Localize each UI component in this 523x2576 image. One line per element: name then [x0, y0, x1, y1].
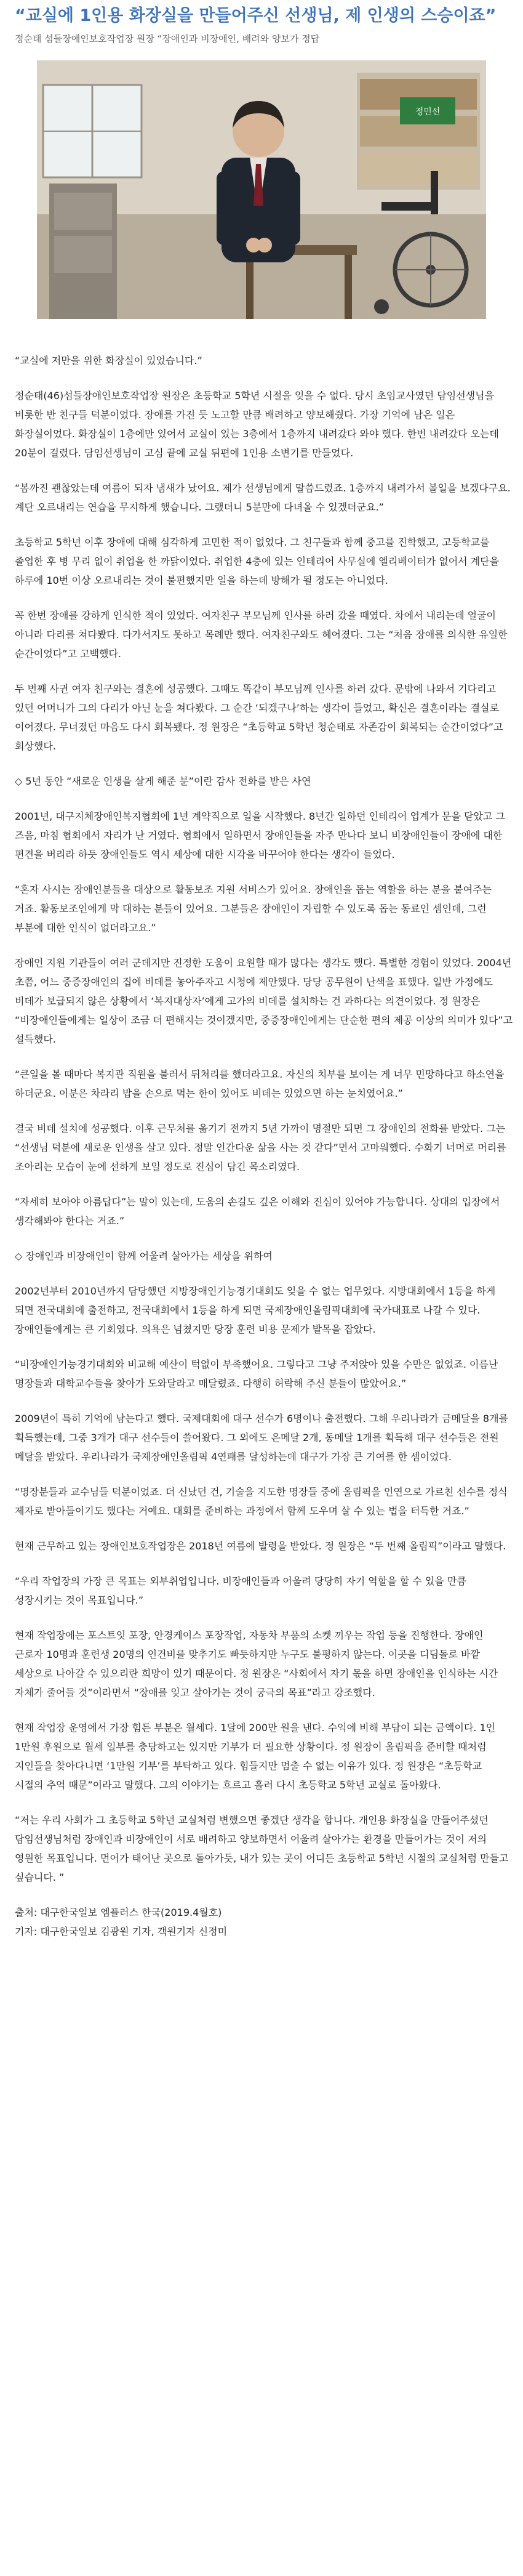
body-paragraph: “우리 작업장의 가장 큰 목표는 외부취업입니다. 비장애인들과 어울려 당당히 자기 역할을 할 수 있을 만큼 성장시키는 것이 목표입니다.”	[15, 1575, 469, 1606]
body-paragraph: “비장애인기능경기대회와 비교해 예산이 턱없이 부족했어요. 그렇다고 그냥 주저앉아 있을 수만은 없었죠. 이름난 명장들과 대학교수들을 찾아가 도와달라고 매달렸죠. 다행히 허락해 주신 분들이 많았어요.”	[15, 1359, 501, 1389]
body-paragraph: 2009년이 특히 기억에 남는다고 했다. 국제대회에 대구 선수가 6명이나 출전했다. 그해 우리나라가 금메달을 8개를 획득했는데, 그중 3개가 대구 선수들이 쓸어왔다. 그 외에도 은메달 2개, 동메달 1개를 획득해 대구 선수들은 전원 메달을 받았다. 우리나라가 국제장애인올림픽 4연패를 달성하는데 대구가 가장 큰 기여를 한 셈이었다.	[15, 1413, 512, 1463]
article-photo	[37, 60, 486, 319]
sign-text: 정민선	[415, 107, 441, 117]
body-paragraph: 결국 비데 설치에 성공했다. 이후 근무처를 옮기기 전까지 5년 가까이 명절만 되면 그 장애인의 전화를 받았다. 그는 “선생님 덕분에 새로운 인생을 살고 있다. 정말 인간다운 삶을 사는 것 같다”면서 고마워했다. 수화기 너머로 머리를 조아리는 모습이 눈에 선하게 보일 정도로 진심이 담긴 목소리였다.	[15, 1123, 509, 1173]
body-paragraph: “봄까진 괜찮았는데 여름이 되자 냄새가 났어요. 제가 선생님에게 말씀드렸죠. 1층까지 내려가서 볼일을 보겠다구요. 계단 오르내리는 연습을 무지하게 했습니다. 그랬더니 5분만에 다녀올 수 있겠더군요.”	[15, 482, 514, 513]
source-credit: 출처: 대구한국일보 엠플러스 한국(2019.4월호)	[15, 1907, 222, 1918]
reporter-credit: 기자: 대구한국일보 김광원 기자, 객원기자 신정미	[15, 1926, 228, 1937]
body-paragraph: 2001년, 대구지체장애인복지협회에 1년 계약직으로 일을 시작했다. 8년간 일하던 인테리어 업계가 문을 닫았고 그 즈음, 마침 협회에서 자리가 난 거였다. 협회에서 일하면서 장애인들을 자주 만나다 보니 비장애인들이 장애에 대한 편견을 버리라 하듯 장애인들도 역시 세상에 대한 시각을 바꾸어야 한다는 생각이 들었다.	[15, 810, 508, 860]
body-paragraph: “명장분들과 교수님들 덕분이었죠. 더 신났던 건, 기술을 지도한 명장들 중에 올림픽을 인연으로 가르친 선수를 정식 제자로 받아들이기도 했다는 거예요. 대회를 준비하는 과정에서 함께 도우며 살 수 있는 법을 터득한 거죠.”	[15, 1486, 511, 1517]
body-paragraph: “혼자 사시는 장애인분들을 대상으로 활동보조 지원 서비스가 있어요. 장애인을 돕는 역할을 하는 분을 붙여주는 거죠. 활동보조인에게 막 대하는 분들이 있어요. 그분들은 장애인이 자립할 수 있도록 돕는 동료인 셈인데, 그런 부분에 대한 인식이 없더라고요.”	[15, 884, 495, 934]
body-paragraph: 꼭 한번 장애를 강하게 인식한 적이 있었다. 여자친구 부모님께 인사를 하러 갔을 때였다. 차에서 내리는데 얼굴이 아니라 다리를 쳐다봤다. 다가서지도 못하고 목례만 했다. 여자친구와도 헤어졌다. 그는 “처음 장애를 의식한 유일한 순간이었다”고 고백했다.	[15, 610, 511, 660]
body-paragraph: 장애인 지원 기관들이 여러 군데지만 진정한 도움이 요원할 때가 많다는 생각도 했다. 특별한 경험이 있었다. 2004년 초쯤, 어느 중증장애인의 집에 비데를 놓아주자고 시청에 제안했다. 당당 공무원이 난색을 표했다. 일반 가정에도 비데가 보급되지 않은 상황에서 ‘복지대상자’에게 고가의 비데를 설치하는 건 과하다는 의견이었다. 정 원장은 “비장애인들에게는 일상이 조금 더 편해지는 것이겠지만, 중증장애인에게는 단순한 편의 제공 이상의 의미가 있다”고 설득했다.	[15, 957, 516, 1045]
body-paragraph: “큰일을 볼 때마다 복지관 직원을 불러서 뒤처리를 했더라고요. 자신의 치부를 보이는 게 너무 민망하다고 하소연을 하더군요. 이분은 차라리 밥을 손으로 먹는 한이 있어도 비데는 있었으면 하는 눈치였어요.”	[15, 1068, 508, 1099]
section-heading: ◇ 장애인과 비장애인이 함께 어울려 살아가는 세상을 위하여	[15, 1250, 273, 1262]
section-heading: ◇ 5년 동안 “새로운 인생을 살게 해준 분”이란 감사 전화를 받은 사연	[15, 775, 311, 787]
body-paragraph: 정순태(46)섬들장애인보호작업장 원장은 초등학교 5학년 시절을 잊을 수 없다. 당시 초임교사였던 담임선생님을 비롯한 반 친구들 덕분이었다. 장애를 가진 듯 노고할 만큼 배려하고 양보해줬다. 가장 기억에 남은 일은 화장실이었다. 화장실이 1층에만 있어서 교실이 있는 3층에서 1층까지 내려갔다 와야 했다. 한번 내려갔다 오는데 20분이 걸렸다. 담임선생님이 고심 끝에 교실 뒤편에 1인용 소변기를 만들었다.	[15, 390, 502, 459]
body-paragraph: “교실에 저만을 위한 화장실이 있었습니다.”	[15, 355, 202, 366]
body-paragraph: “자세히 보아야 아름답다”는 말이 있는데, 도움의 손길도 깊은 이해와 진심이 있어야 가능합니다. 상대의 입장에서 생각해봐야 한다는 거죠.”	[15, 1196, 503, 1227]
body-paragraph: 현재 작업장 운영에서 가장 힘든 부분은 월세다. 1달에 200만 원을 낸다. 수익에 비해 부담이 되는 금액이다. 1인 1만원 후원으로 월세 일부를 충당하고는 있지만 기부가 더 필요한 상황이다. 정 원장이 올림픽을 준비할 때처럼 지인들을 찾아다니면 ‘1만원 기부’를 부탁하고 있다. 힘들지만 멈출 수 없는 이유가 있다. 정 원장은 “초등학교 시절의 추억 때문”이라고 말했다. 그의 이야기는 흐르고 흘러 다시 초등학교 5학년 교실로 돌아왔다.	[15, 1722, 499, 1791]
body-paragraph: 두 번째 사귄 여자 친구와는 결혼에 성공했다. 그때도 똑같이 부모님께 인사를 하러 갔다. 문밖에 나와서 기다리고 있던 어머니가 그의 다리가 아닌 눈을 쳐다봤다. 그 순간 ‘되겠구나’하는 생각이 들었고, 확신은 결혼이라는 결실로 이어졌다. 무너졌던 마음도 다시 회복됐다. 정 원장은 “초등학교 5학년 청순태로 자존감이 회복되는 순간이었다”고 회상했다.	[15, 683, 506, 752]
credits	[15, 1903, 513, 1941]
body-paragraph: 현재 작업장에는 포스트잇 포장, 안경케이스 포장작업, 자동차 부품의 소켓 끼우는 작업 등을 진행한다. 장애인 근로자 10명과 훈련생 20명의 인건비를 맞추기도 빠듯하지만 누구도 불평하지 않는다. 이곳을 디딤돌로 바깥 세상으로 나아갈 수 있으리란 희망이 있기 때문이다. 정 원장은 “사회에서 자기 몫을 하면 장애인을 인식하는 시간 자체가 줄어들 것”이라면서 “장애를 잊고 살아가는 것이 궁극의 목표”라고 강조했다.	[15, 1629, 501, 1698]
body-paragraph: 2002년부터 2010년까지 담당했던 지방장애인기능경기대회도 잊을 수 없는 업무였다. 지방대회에서 1등을 하게 되면 전국대회에 출전하고, 전국대회에서 1등을 하게 되면 국제장애인올림픽대회에 국가대표로 나갈 수 있다. 장애인들에게는 큰 기회였다. 의욕은 넘쳤지만 당장 훈련 비용 문제가 발목을 잡았다.	[15, 1285, 499, 1335]
headline: “교실에 1인용 화장실을 만들어주신 선생님, 제 인생의 스승이죠”	[15, 6, 497, 25]
subhead: 정순태 섬들장애인보호작업장 원장 “장애인과 비장애인, 배려와 양보가 정답	[15, 33, 320, 44]
body-paragraph: 현재 근무하고 있는 장애인보호작업장은 2018년 여름에 발령을 받았다. 정 원장은 “두 번째 올림픽”이라고 말했다.	[15, 1540, 506, 1552]
article-body	[15, 351, 516, 1941]
body-paragraph: 초등학교 5학년 이후 장애에 대해 심각하게 고민한 적이 없었다. 그 친구들과 함께 중고를 진학했고, 고등학교를 졸업한 후 병 무리 없이 취업을 한 까닭이었다. 취업한 4층에 있는 인테리어 사무실에 엘리베이터가 없어서 계단을 하루에 10번 이상 오르내리는 것이 불편했지만 일을 하는데 방해가 될 정도는 아니었다.	[15, 536, 503, 586]
body-paragraph: “저는 우리 사회가 그 초등학교 5학년 교실처럼 변했으면 좋겠단 생각을 합니다. 개인용 화장실을 만들어주셨던 담임선생님처럼 장애인과 비장애인이 서로 배려하고 양보하면서 어울려 살아가는 환경을 만들어가는 것이 저의 영원한 목표입니다. 먼어가 태어난 곳으로 돌아가듯, 내가 있는 곳이 어디든 초등학교 5학년 시절의 교실처럼 만들고 싶습니다. ”	[15, 1814, 512, 1883]
